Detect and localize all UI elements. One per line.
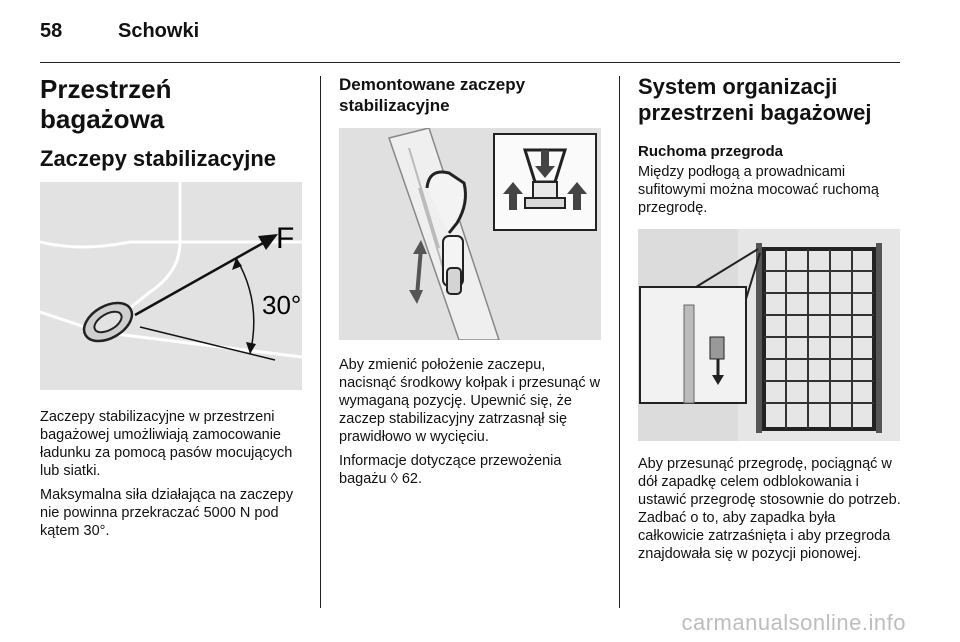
heading-removable-anchors: Demontowane zaczepy stabilizacyjne — [339, 75, 526, 115]
paragraph-move-anchor: Aby zmienić położenie zaczepu, nacisnąć środkowy kołpak i przesunąć w wymaganą pozycję. Upewnić się, że zaczep stabilizacyjny zatrzasnął się prawidłowo w wycięciu. — [339, 357, 601, 445]
figure-divider-net — [638, 229, 900, 441]
figure-anchor-force — [40, 182, 302, 390]
column-2 — [339, 74, 601, 488]
figure-removable-anchor — [339, 128, 601, 340]
subheading-movable-divider: Ruchoma przegroda — [638, 143, 784, 160]
page-heading: Przestrzeń bagażowa — [40, 74, 172, 134]
label-force: F — [276, 222, 295, 255]
heading-cargo-management: System organizacji przestrzeni bagażowej — [638, 74, 872, 125]
label-angle: 30° — [262, 290, 302, 320]
paragraph-divider-mount: Między podłogą a prowadnicami sufitowymi można mocować ruchomą przegrodę. — [638, 164, 879, 216]
page-number: 58 — [40, 20, 63, 42]
header-rule — [40, 62, 900, 63]
paragraph-luggage-info — [339, 452, 601, 488]
column-divider-2 — [619, 76, 620, 608]
paragraph-anchors-purpose: Zaczepy stabilizacyjne w przestrzeni bagażowej umożliwiają zamocowanie ładunku za pomocą pasów mocujących lub siatki. — [40, 409, 293, 479]
page-ref-link[interactable]: 62. — [401, 471, 422, 487]
column-3 — [638, 74, 902, 563]
watermark-text: carmanualsonline.info — [681, 610, 906, 635]
page-ref-arrow-icon: ◊ — [390, 471, 402, 487]
column-divider-1 — [320, 76, 321, 608]
subheading-anchors: Zaczepy stabilizacyjne — [40, 146, 276, 171]
column-1 — [40, 74, 302, 540]
luggage-info-text: Informacje dotyczące przewożenia bagażu — [339, 453, 562, 487]
paragraph-anchors-max-force: Maksymalna siła działająca na zaczepy nie powinna przekraczać 5000 N pod kątem 30°. — [40, 487, 294, 539]
section-title: Schowki — [118, 20, 200, 42]
paragraph-move-divider: Aby przesunąć przegrodę, pociągnąć w dół zapadkę celem odblokowania i ustawić przegrodę stosownie do potrzeb. Zadbać o to, aby zapadka była całkowicie zatrzaśnięta i aby przegroda znajdowała się w pozycji pionowej. — [638, 456, 901, 562]
